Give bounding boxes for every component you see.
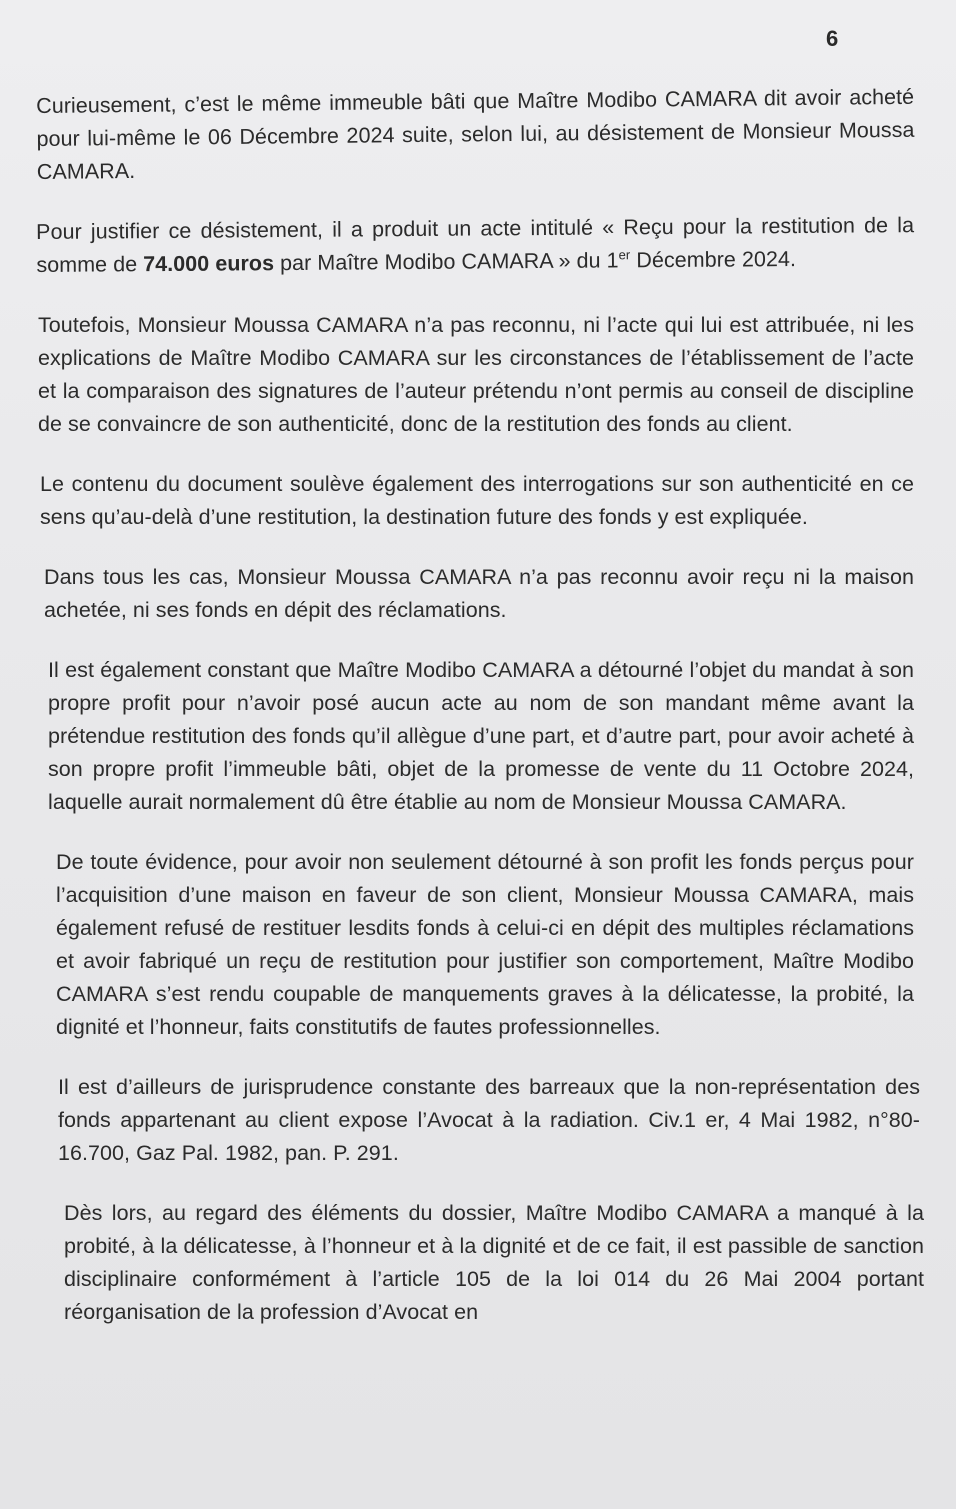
paragraph-2-text-c: Décembre 2024. <box>630 247 797 273</box>
paragraph-8: Il est d’ailleurs de jurisprudence constante des barreaux que la non-représentation des fonds appartenant au client expose l’Avocat à la radiation. Civ.1 er, 4 Mai 1982, n°80-16.700, Gaz Pal. 1982, pan. P. 291. <box>58 1075 920 1165</box>
paragraph-9: Dès lors, au regard des éléments du dossier, Maître Modibo CAMARA a manqué à la probité, à la délicatesse, à l’honneur et à la dignité et de ce fait, il est passible de sanction disciplinaire conformément à l’article 105 de la loi 014 du 26 Mai 2004 portant réorganisation de la profession d’Avocat en <box>64 1201 924 1324</box>
document-body <box>36 84 924 1356</box>
amount-euros: 74.000 euros <box>143 251 275 277</box>
page-number: 6 <box>826 26 839 51</box>
paragraph-5: Dans tous les cas, Monsieur Moussa CAMARA n’a pas reconnu avoir reçu ni la maison achetée, ni ses fonds en dépit des réclamations. <box>44 565 914 622</box>
paragraph-2 <box>36 209 914 282</box>
paragraph-6: Il est également constant que Maître Modibo CAMARA a détourné l’objet du mandat à son propre profit pour n’avoir posé aucun acte au nom de son mandant même avant la prétendue restitution des fonds qu’il allègue d’une part, et d’autre part, pour avoir acheté à son propre profit l’immeuble bâti, objet de la promesse de vente du 11 Octobre 2024, laquelle aurait normalement dû être établie au nom de Monsieur Moussa CAMARA. <box>48 658 914 814</box>
paragraph-1: Curieusement, c’est le même immeuble bâti que Maître Modibo CAMARA dit avoir acheté pour lui-même le 06 Décembre 2024 suite, selon lui, au désistement de Monsieur Moussa CAMARA. <box>36 84 915 184</box>
paragraph-2-text-b: par Maître Modibo CAMARA » du 1 <box>273 248 619 276</box>
paragraph-7: De toute évidence, pour avoir non seulement détourné à son profit les fonds perçus pour l’acquisition d’une maison en faveur de son client, Monsieur Moussa CAMARA, mais également refusé de restituer lesdits fonds à celui-ci en dépit des multiples réclamations et avoir fabriqué un reçu de restitution pour justifier son comportement, Maître Modibo CAMARA s’est rendu coupable de manquements graves à la délicatesse, la probité, la dignité et l’honneur, faits constitutifs de fautes professionnelles. <box>56 850 914 1039</box>
paragraph-4: Le contenu du document soulève également des interrogations sur son authenticité en ce sens qu’au-delà d’une restitution, la destination future des fonds y est expliquée. <box>40 472 914 529</box>
paragraph-2-text-a: Pour justifier ce désistement, il a produit un acte intitulé « Reçu pour la restitution de la somme de <box>36 213 915 277</box>
ordinal-superscript: er <box>618 247 631 263</box>
paragraph-3: Toutefois, Monsieur Moussa CAMARA n’a pas reconnu, ni l’acte qui lui est attribuée, ni les explications de Maître Modibo CAMARA sur les circonstances de l’établissement de l’acte et la comparaison des signatures de l’auteur prétendu n’ont permis au conseil de discipline de se convaincre de son authenticité, donc de la restitution des fonds au client. <box>38 313 914 436</box>
